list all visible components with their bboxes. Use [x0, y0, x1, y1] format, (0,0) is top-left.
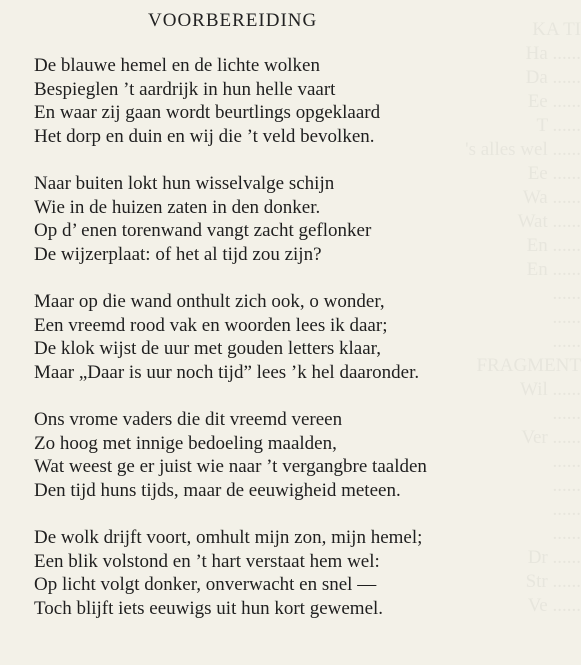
- stanza: [34, 526, 554, 620]
- stanza: [34, 290, 554, 384]
- poem-body: [34, 54, 554, 644]
- poem-line: De blauwe hemel en de lichte wolken: [34, 55, 320, 76]
- poem-line: De wolk drijft voort, omhult mijn zon, mijn hemel;: [34, 527, 423, 548]
- poem-line: En waar zij gaan wordt beurtlings opgeklaard: [34, 102, 381, 123]
- stanza: [34, 54, 554, 148]
- poem-line: Den tijd huns tijds, maar de eeuwigheid meteen.: [34, 479, 401, 501]
- poem-line: Wie in de huizen zaten in den donker.: [34, 196, 321, 218]
- stanza: [34, 172, 554, 266]
- poem-line: Maar „Daar is uur noch tijd” lees ’k hel daaronder.: [34, 361, 420, 383]
- poem-title: VOORBEREIDING: [148, 10, 318, 31]
- poem-line: Ons vrome vaders die dit vreemd vereen: [34, 409, 343, 430]
- poem-line: Toch blijft iets eeuwigs uit hun kort gewemel.: [34, 597, 384, 619]
- poem-line: Naar buiten lokt hun wisselvalge schijn: [34, 173, 335, 194]
- poem-line: Bespieglen ’t aardrijk in hun helle vaart: [34, 78, 336, 100]
- poem-line: Maar op die wand onthult zich ook, o wonder,: [34, 291, 385, 312]
- poem-line: Wat weest ge er juist wie naar ’t vergangbre taalden: [34, 456, 427, 477]
- poem-line: Zo hoog met innige bedoeling maalden,: [34, 432, 337, 454]
- poem-line: Op d’ enen torenwand vangt zacht geflonker: [34, 220, 372, 241]
- poem-line: Op licht volgt donker, onverwacht en snel —: [34, 574, 377, 595]
- poem-line: De klok wijst de uur met gouden letters klaar,: [34, 338, 381, 359]
- stanza: [34, 408, 554, 502]
- poem-line: Het dorp en duin en wij die ’t veld bevolken.: [34, 125, 375, 147]
- poem-line: Een vreemd rood vak en woorden lees ik daar;: [34, 314, 388, 336]
- poem-line: Een blik volstond en ’t hart verstaat hem wel:: [34, 550, 380, 572]
- bleed-through-text: KA TI Ha ...... Da ...... Ee ...... T ...... 's alles wel ...... Ee ...... Wa ...... Wat ...... En ...... En ...... ...... ...... ...... FRAGMENT Wil ...... ...... Ver ...... ...... ...... ...... ...... Dr ...... Str ...... Ve ......: [465, 19, 581, 616]
- poem-line: De wijzerplaat: of het al tijd zou zijn?: [34, 243, 322, 265]
